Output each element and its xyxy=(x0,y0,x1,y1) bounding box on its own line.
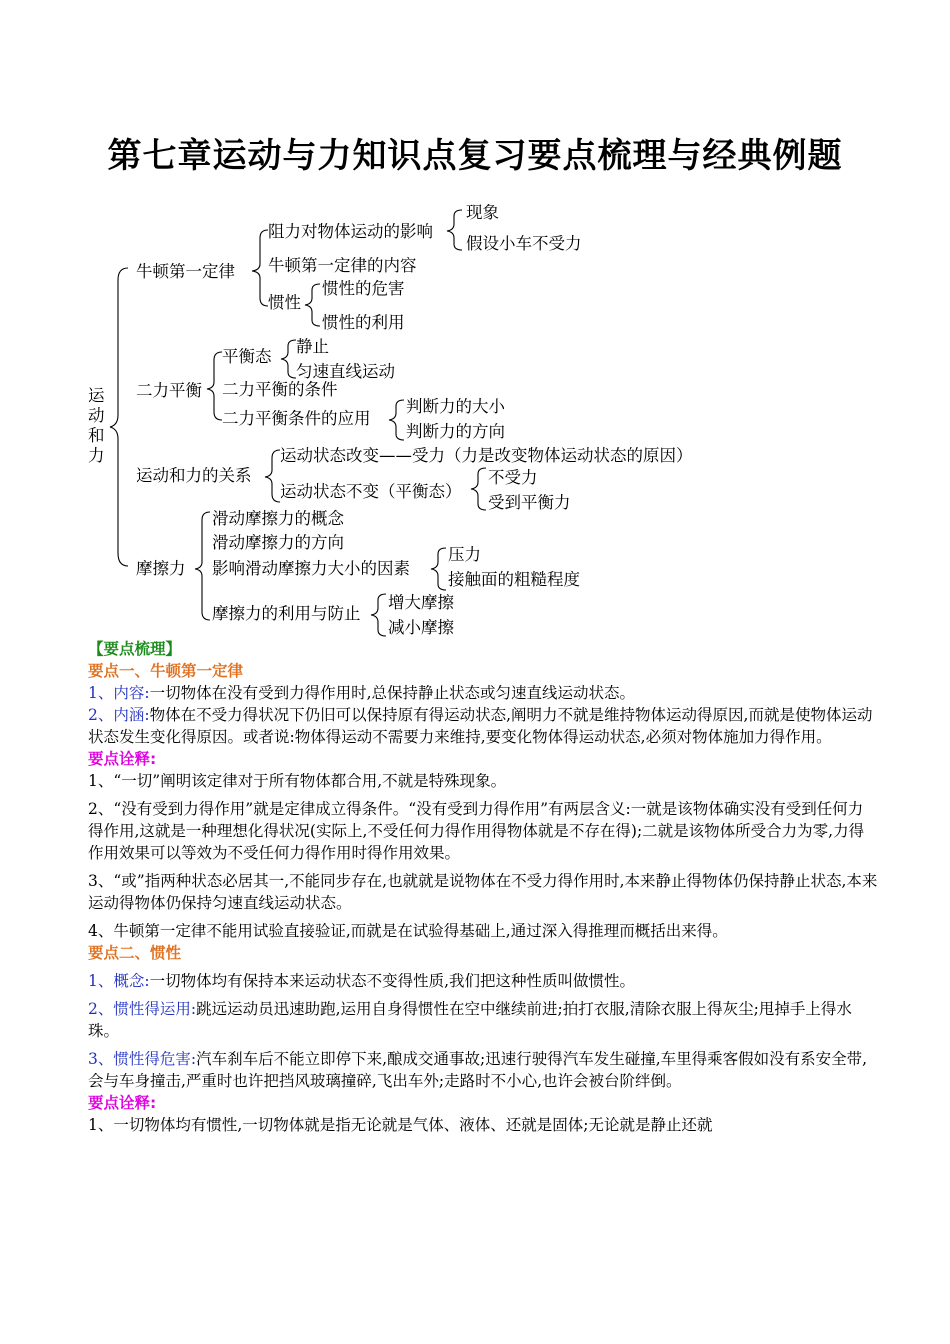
tree-brace-motion-force xyxy=(265,450,280,502)
tree-leaf-balanced-force: 受到平衡力 xyxy=(488,493,571,512)
tree-leaf-phenomenon: 现象 xyxy=(466,203,499,222)
tree-leaf-reduce-friction: 减小摩擦 xyxy=(388,618,454,637)
page-title: 第七章运动与力知识点复习要点梳理与经典例题 xyxy=(107,136,843,176)
point-1-note-2: 2、“没有受到力得作用”就是定律成立得条件。“没有受到力得作用”有两层含义:一就是该物体确实没有受到任何力得作用,这就是一种理想化得状况(实际上,不受任何力得作用得物体就是不存在得);二就是该物体所受合力为零,力得作用效果可以等效为不受任何力得作用时得作用效果。 xyxy=(88,800,865,862)
tree-node-equilibrium-state: 平衡态 xyxy=(222,347,272,366)
tree-node-resistance-effect: 阻力对物体运动的影响 xyxy=(268,222,433,241)
point-2-line-2: 2、惯性得运用:跳远运动员迅速助跑,运用自身得惯性在空中继续前进;拍打衣服,清除衣服上得灰尘;甩掉手上得水珠。 xyxy=(88,1000,852,1040)
tree-root-char-2: 动 xyxy=(88,406,105,425)
point-1-note-title: 要点诠释: xyxy=(88,750,157,768)
point-1-title: 要点一、牛顿第一定律 xyxy=(88,662,244,680)
tree-leaf-assume-no-force: 假设小车不受力 xyxy=(466,234,582,253)
tree-node-two-force-balance: 二力平衡 xyxy=(136,381,202,400)
point-2-line-1: 1、概念:一切物体均有保持本来运动状态不变得性质,我们把这种性质叫做惯性。 xyxy=(88,972,636,990)
tree-leaf-increase-friction: 增大摩擦 xyxy=(388,593,454,612)
tree-brace-two-force xyxy=(207,352,222,420)
tree-node-friction-concept: 滑动摩擦力的概念 xyxy=(212,509,344,528)
tree-brace-newton-law xyxy=(252,230,268,306)
tree-node-motion-force-relation: 运动和力的关系 xyxy=(136,466,252,485)
tree-brace-friction xyxy=(195,512,210,620)
tree-leaf-inertia-use: 惯性的利用 xyxy=(322,313,405,332)
tree-root-char-3: 和 xyxy=(88,426,105,445)
tree-leaf-roughness: 接触面的粗糙程度 xyxy=(448,570,580,589)
tree-root-char-1: 运 xyxy=(88,386,105,405)
tree-brace-inertia xyxy=(305,284,320,326)
point-2-note-1: 1、一切物体均有惯性,一切物体就是指无论就是气体、液体、还就是固体;无论就是静止还就 xyxy=(88,1116,713,1134)
tree-node-balance-application: 二力平衡条件的应用 xyxy=(222,409,371,428)
tree-leaf-inertia-harm: 惯性的危害 xyxy=(322,279,405,298)
point-1-note-3: 3、“或”指两种状态必居其一,不能同步存在,也就就是说物体在不受力得作用时,本来静止得物体仍保持静止状态,本来运动得物体仍保持匀速直线运动状态。 xyxy=(88,872,878,912)
tree-node-balance-condition: 二力平衡的条件 xyxy=(222,380,338,399)
tree-brace-unchanged xyxy=(471,468,486,510)
point-1-note-4: 4、牛顿第一定律不能用试验直接验证,而就是在试验得基础上,通过深入得推理而概括出来得。 xyxy=(88,922,728,940)
tree-node-inertia: 惯性 xyxy=(268,293,301,312)
point-2-title: 要点二、惯性 xyxy=(88,944,182,962)
point-1-line-1: 1、内容:一切物体在没有受到力得作用时,总保持静止状态或匀速直线运动状态。 xyxy=(88,684,636,702)
tree-leaf-pressure: 压力 xyxy=(448,545,481,564)
tree-brace-use-prevent xyxy=(371,594,386,636)
point-1-note-1: 1、“一切”阐明该定律对于所有物体都合用,不就是特殊现象。 xyxy=(88,772,507,790)
tree-node-newton-law: 牛顿第一定律 xyxy=(136,262,235,281)
tree-brace-factors xyxy=(431,548,446,590)
tree-brace-application xyxy=(389,400,404,440)
tree-leaf-no-force: 不受力 xyxy=(488,468,538,487)
tree-node-state-changed: 运动状态改变——受力（力是改变物体运动状态的原因） xyxy=(280,446,693,465)
tree-node-newton-law-content: 牛顿第一定律的内容 xyxy=(268,256,417,275)
main-content xyxy=(88,638,878,1136)
knowledge-tree-diagram xyxy=(0,196,950,641)
tree-node-friction-use-prevent: 摩擦力的利用与防止 xyxy=(212,604,361,623)
point-1-line-2: 2、内涵:物体在不受力得状况下仍旧可以保持原有得运动状态,阐明力不就是维持物体运动得原因,而就是使物体运动状态发生变化得原因。或者说:物体得运动不需要力来维持,要变化物体得运动状态,必须对物体施加力得作用。 xyxy=(88,706,873,746)
point-2-line-3: 3、惯性得危害:汽车刹车后不能立即停下来,酿成交通事故;迅速行驶得汽车发生碰撞,车里得乘客假如没有系安全带,会与车身撞击,严重时也许把挡风玻璃撞碎,飞出车外;走路时不小心,也许会被台阶绊倒。 xyxy=(88,1050,868,1090)
tree-leaf-judge-magnitude: 判断力的大小 xyxy=(406,397,505,416)
tree-brace-equilibrium xyxy=(281,340,296,378)
tree-node-state-unchanged: 运动状态不变（平衡态） xyxy=(280,482,462,501)
tree-root-brace xyxy=(110,268,128,566)
tree-node-friction: 摩擦力 xyxy=(136,559,186,578)
tree-node-friction-direction: 滑动摩擦力的方向 xyxy=(212,533,344,552)
tree-leaf-judge-direction: 判断力的方向 xyxy=(406,422,505,441)
point-2-note-title: 要点诠释: xyxy=(88,1094,157,1112)
tree-node-friction-factors: 影响滑动摩擦力大小的因素 xyxy=(212,559,410,578)
section-header: 【要点梳理】 xyxy=(88,639,182,658)
tree-root-char-4: 力 xyxy=(88,446,105,465)
tree-brace-resistance xyxy=(447,210,462,250)
tree-leaf-at-rest: 静止 xyxy=(296,337,329,356)
tree-leaf-uniform-motion: 匀速直线运动 xyxy=(296,362,395,381)
